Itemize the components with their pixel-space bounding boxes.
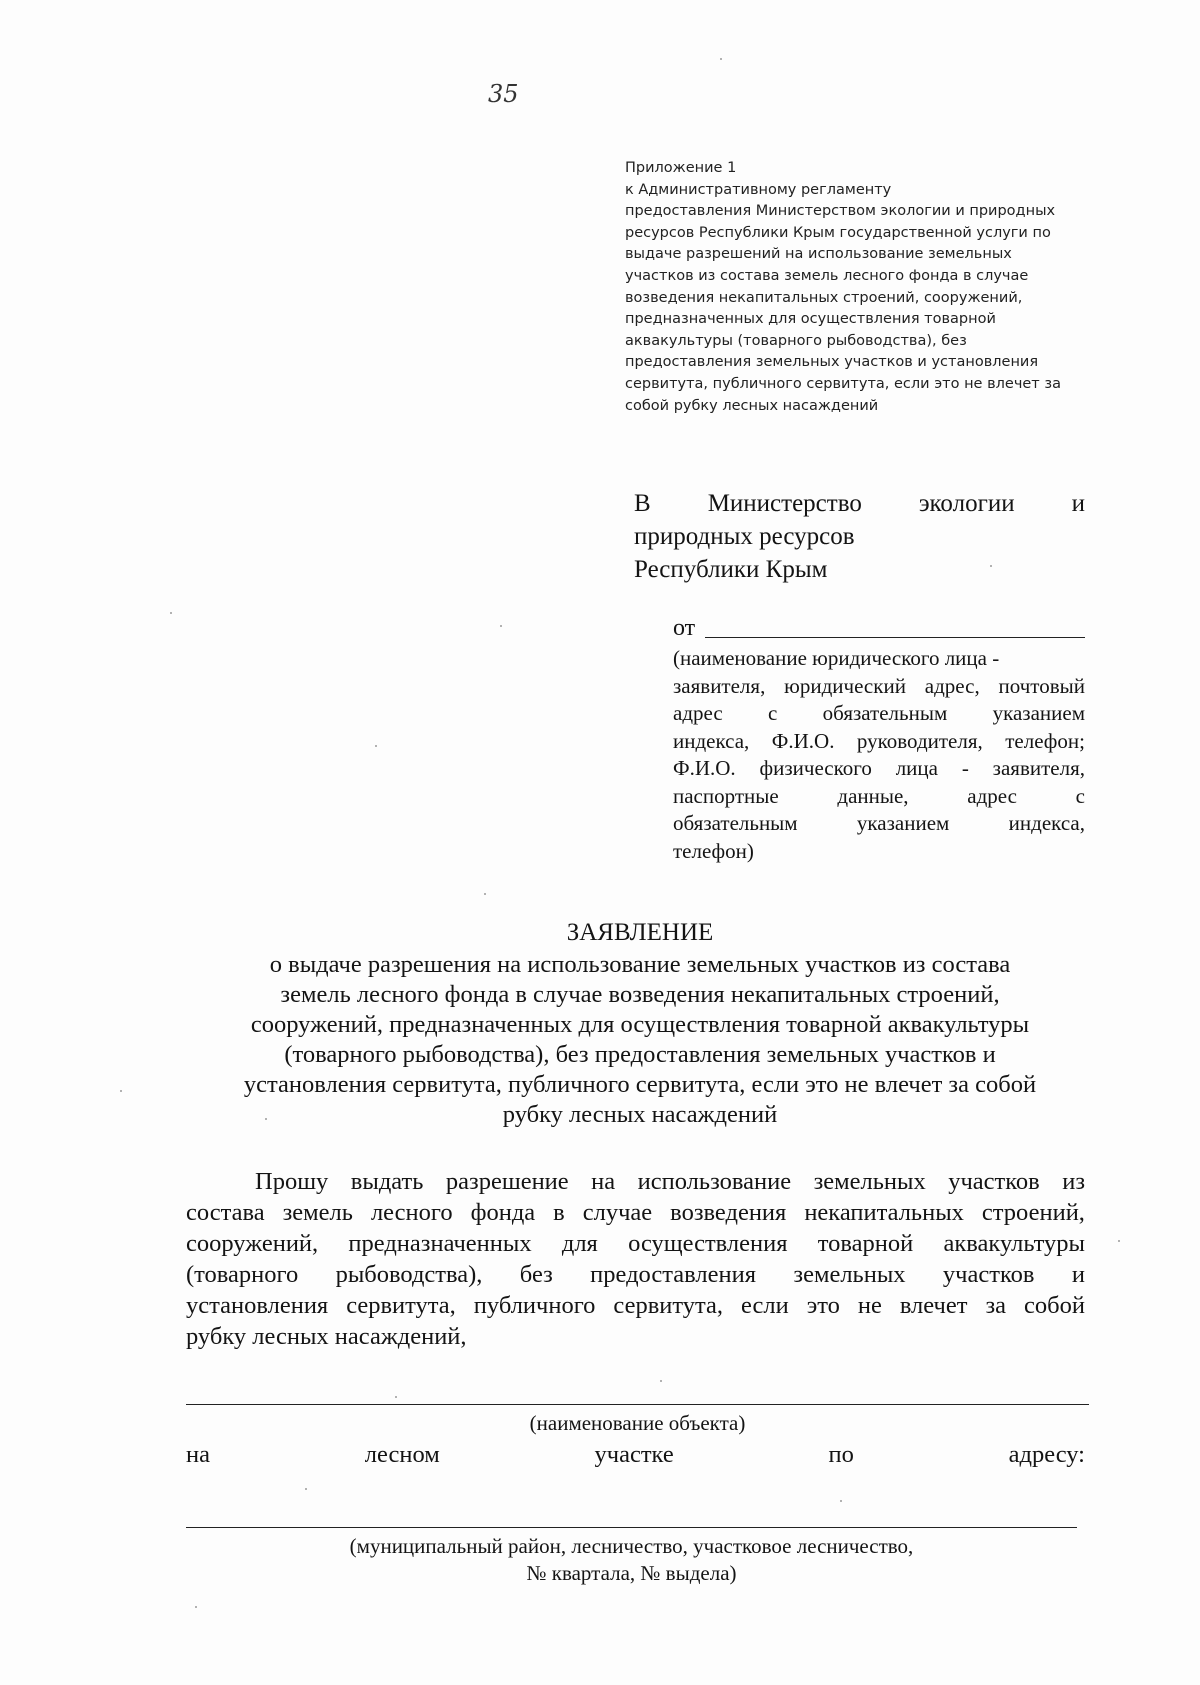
scan-speck (265, 1118, 267, 1120)
text-word: обязательным (822, 701, 948, 725)
text-line (673, 728, 1085, 756)
appendix-line: Приложение 1 (625, 160, 737, 176)
text-line (186, 1197, 1085, 1228)
address-word: адресу: (1008, 1441, 1085, 1468)
address-word: участке (594, 1441, 674, 1468)
text-word: из (1062, 1168, 1085, 1195)
text-word: предназначенных (348, 1230, 532, 1257)
text-word: Ф.И.О. (673, 756, 736, 780)
text-word: и (1071, 1261, 1085, 1288)
statement-subtitle-line: сооружений, предназначенных для осуществления товарной аквакультуры (250, 1011, 1030, 1038)
text-line (186, 1228, 1085, 1259)
appendix-line: аквакультуры (товарного рыбоводства), без (625, 332, 967, 349)
text-word: с (1075, 783, 1085, 808)
text-line (673, 645, 1085, 673)
text-word: с (768, 701, 778, 725)
statement-subtitle-line: земель лесного фонда в случае возведения некапитальных строений, (280, 981, 1000, 1008)
text-word: земельных (813, 1168, 926, 1195)
text-word: если (741, 1292, 789, 1319)
scan-speck (305, 1488, 307, 1490)
text-word: почтовый (998, 673, 1085, 698)
text-word: это (806, 1292, 840, 1319)
handwritten-page-number: 35 (488, 80, 519, 108)
text-word: за (985, 1292, 1006, 1319)
text-word: состава (186, 1199, 265, 1226)
text-word: Ф.И.О. (771, 728, 835, 753)
text-word: обязательным (673, 811, 798, 835)
scan-speck (990, 565, 992, 567)
text-line (673, 673, 1085, 701)
text-word: случае (582, 1199, 653, 1226)
text-word: использование (637, 1168, 792, 1195)
recipient-line-2: природных ресурсов (634, 523, 855, 550)
scan-speck (500, 625, 502, 627)
text-word: для (561, 1230, 598, 1257)
appendix-line: собой рубку лесных насаждений (625, 397, 879, 414)
appendix-line: предназначенных для осуществления товарной (625, 311, 996, 328)
scan-speck (120, 1090, 122, 1092)
address-fill-line (186, 1527, 1077, 1528)
appendix-line: участков из состава земель лесного фонда в случае (625, 267, 1029, 284)
text-line (186, 1259, 1085, 1290)
statement-title: ЗАЯВЛЕНИЕ (566, 919, 714, 946)
recipient-word: Министерство (707, 490, 862, 517)
text-line (673, 783, 1085, 811)
text-word: разрешение (445, 1168, 569, 1195)
scan-speck (720, 58, 722, 60)
text-line (673, 755, 1085, 783)
text-word: юридический (784, 673, 906, 698)
text-word: рыбоводства), (335, 1261, 483, 1288)
text-word: физического (759, 756, 872, 780)
text-word: аквакультуры (943, 1230, 1085, 1257)
text-word: лесного (370, 1199, 453, 1226)
text-word: адрес, (924, 673, 980, 698)
text-word: - (961, 756, 969, 780)
statement-subtitle-line: (товарного рыбоводства), без предоставления земельных участков и (284, 1041, 996, 1068)
text-word: заявителя, (673, 673, 766, 698)
scan-speck (840, 1500, 842, 1502)
text-word: на (591, 1168, 616, 1195)
text-word: земель (282, 1199, 353, 1226)
text-word: лица (895, 756, 938, 780)
text-word: руководителя, (856, 728, 983, 753)
text-line: телефон) (673, 838, 754, 863)
scan-speck (484, 893, 486, 895)
text-word: участков (948, 1168, 1040, 1195)
scan-speck (195, 1606, 197, 1608)
object-name-caption: (наименование объекта) (529, 1411, 746, 1435)
sender-hint (673, 645, 1085, 865)
request-paragraph (186, 1166, 1085, 1352)
text-word: сооружений, (186, 1230, 319, 1257)
text-word: не (857, 1292, 882, 1319)
text-word: адрес (967, 783, 1017, 808)
text-word: установления (186, 1292, 329, 1319)
address-word: по (828, 1441, 854, 1468)
address-word: на (186, 1441, 210, 1468)
text-word: сервитута, (613, 1292, 724, 1319)
text-word: указанием (992, 701, 1085, 725)
text-word: индекса, (1008, 811, 1085, 835)
appendix-line: возведения некапитальных строений, сооружений, (625, 289, 1023, 306)
text-word: указанием (856, 811, 950, 835)
recipient-line-3: Республики Крым (634, 556, 828, 583)
text-word: индекса, (673, 728, 750, 753)
text-word: земельных (793, 1261, 906, 1288)
recipient-word: В (634, 490, 651, 517)
statement-subtitle-line: рубку лесных насаждений (502, 1101, 778, 1128)
scan-speck (170, 612, 172, 614)
statement-heading (150, 918, 1130, 1130)
text-word: влечет (899, 1292, 968, 1319)
scan-speck (375, 745, 377, 747)
scan-speck (395, 1396, 397, 1398)
appendix-line: предоставления земельных участков и установления (625, 354, 1039, 371)
text-word: сервитута, (346, 1292, 456, 1319)
recipient-line-1 (634, 487, 1085, 520)
appendix-header (625, 158, 1085, 417)
appendix-line: ресурсов Республики Крым государственной услуги по (625, 224, 1051, 241)
recipient-word: экологии (918, 490, 1015, 517)
text-word: осуществления (628, 1230, 788, 1257)
statement-subtitle-line: о выдаче разрешения на использование земельных участков из состава (269, 951, 1011, 978)
text-word: фонда (470, 1199, 536, 1226)
text-word: Прошу (255, 1168, 329, 1195)
text-word: адрес (673, 701, 723, 725)
text-word: без (519, 1261, 553, 1288)
object-name-fill-line (186, 1404, 1089, 1405)
address-line (186, 1440, 1085, 1470)
text-word: некапитальных (804, 1199, 964, 1226)
text-word: возведения (670, 1199, 787, 1226)
appendix-line: предоставления Министерством экологии и природных (625, 203, 1056, 220)
scan-speck (660, 1380, 662, 1382)
sender-from-line (673, 613, 1085, 643)
from-label: от (673, 615, 696, 641)
appendix-line: выдаче разрешений на использование земельных (625, 246, 1012, 263)
text-word: заявителя, (992, 756, 1085, 780)
text-word: паспортные (673, 783, 779, 808)
recipient-block (634, 487, 1085, 586)
text-word: телефон; (1005, 728, 1085, 753)
address-caption-line: (муниципальный район, лесничество, участковое лесничество, (349, 1534, 914, 1558)
text-word: (наименование юридического лица - (673, 646, 1000, 670)
sender-fill-line (705, 636, 1085, 638)
appendix-line: к Административному регламенту (625, 181, 892, 198)
appendix-line: сервитута, публичного сервитута, если это не влечет за (625, 375, 1061, 392)
text-line (186, 1166, 1085, 1197)
address-word: лесном (364, 1441, 440, 1468)
text-line (673, 810, 1085, 838)
text-word: (товарного (186, 1261, 299, 1288)
address-caption-line: № квартала, № выдела) (526, 1561, 737, 1585)
text-word: товарной (817, 1230, 914, 1257)
address-caption (186, 1533, 1077, 1587)
text-word: строений, (981, 1199, 1085, 1226)
text-word: собой (1023, 1292, 1085, 1319)
text-line (673, 700, 1085, 728)
text-line: рубку лесных насаждений, (186, 1323, 467, 1350)
text-line (186, 1290, 1085, 1321)
scan-speck (1118, 1240, 1120, 1242)
text-word: выдать (350, 1168, 424, 1195)
text-word: данные, (837, 783, 909, 808)
text-word: предоставления (590, 1261, 757, 1288)
text-word: публичного (473, 1292, 596, 1319)
sender-block (673, 613, 1085, 865)
recipient-word: и (1071, 490, 1085, 517)
text-word: участков (942, 1261, 1035, 1288)
text-word: в (553, 1199, 565, 1226)
statement-subtitle-line: установления сервитута, публичного сервитута, если это не влечет за собой (243, 1071, 1037, 1098)
